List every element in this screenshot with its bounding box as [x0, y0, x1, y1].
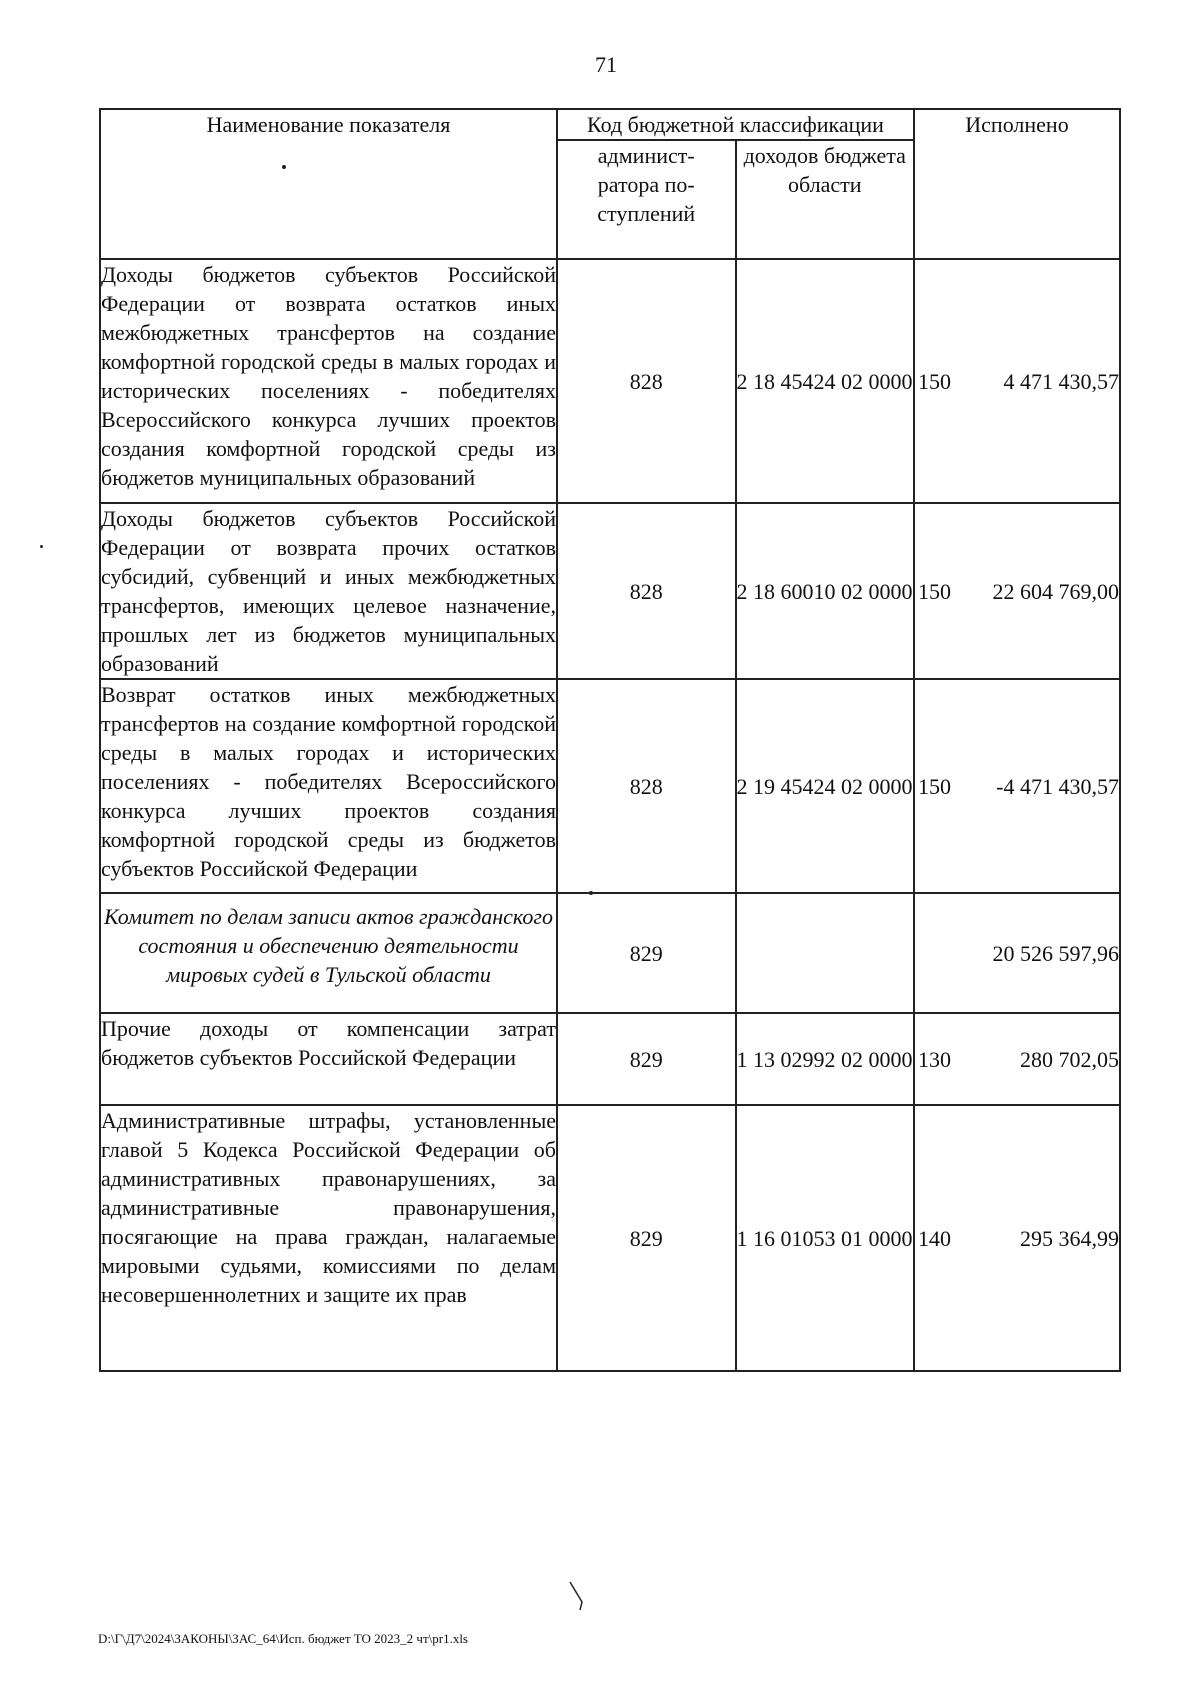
- header-administrator-line: ступлений: [597, 201, 696, 226]
- row-amount: 280 702,05: [914, 1013, 1120, 1105]
- row-admin-code: 829: [557, 893, 736, 1013]
- footer-file-path: D:\Г\Д7\2024\ЗАКОНЫ\ЗАС_64\Исп. бюджет ТО 2023_2 чт\pr1.xls: [98, 1631, 468, 1646]
- header-name: Наименование показателя: [100, 109, 557, 259]
- row-amount: 4 471 430,57: [914, 259, 1120, 503]
- row-name: Доходы бюджетов субъектов Российской Федерации от возврата прочих остатков субсидий, субвенций и иных межбюджетных трансфертов, имеющих целевое назначение, прошлых лет из бюджетов муниципальных образований: [100, 503, 557, 679]
- row-name-department: Комитет по делам записи актов гражданского состояния и обеспечению деятельности мировых судей в Тульской области: [100, 893, 557, 1013]
- row-income-code: 2 19 45424 02 0000 150: [736, 679, 915, 893]
- row-income-code: [736, 893, 915, 1013]
- scan-speck: [589, 891, 593, 895]
- row-name: Административные штрафы, установленные главой 5 Кодекса Российской Федерации об административных правонарушениях, за административные правонарушения, посягающие на права граждан, налагаемые мировыми судьями, комиссиями по делам несовершеннолетних и защите их прав: [100, 1105, 557, 1371]
- table-row-department: [100, 893, 1120, 1013]
- row-name: Возврат остатков иных межбюджетных трансфертов на создание комфортной городской среды в малых городах и исторических поселениях - победителях Всероссийского конкурса лучших проектов создания комфортной городской среды из бюджетов субъектов Российской Федерации: [100, 679, 557, 893]
- table-row: [100, 1105, 1120, 1371]
- header-executed: Исполнено: [914, 109, 1120, 259]
- scan-speck: [282, 165, 286, 169]
- header-income: [736, 140, 915, 259]
- row-income-code: 1 13 02992 02 0000 130: [736, 1013, 915, 1105]
- scan-speck: [40, 545, 43, 548]
- row-amount: 22 604 769,00: [914, 503, 1120, 679]
- table-row: [100, 259, 1120, 503]
- row-admin-code: 828: [557, 259, 736, 503]
- row-admin-code: 829: [557, 1105, 736, 1371]
- pen-tick-mark: [568, 1580, 590, 1612]
- row-admin-code: 828: [557, 503, 736, 679]
- header-administrator-line: админист-: [597, 143, 695, 168]
- row-amount: 20 526 597,96: [914, 893, 1120, 1013]
- header-administrator-line: ратора по-: [597, 172, 695, 197]
- row-amount: 295 364,99: [914, 1105, 1120, 1371]
- page-number: 71: [595, 52, 617, 77]
- table-row: [100, 679, 1120, 893]
- header-budget-code: Код бюджетной классификации: [557, 109, 914, 140]
- row-admin-code: 828: [557, 679, 736, 893]
- header-income-line: области: [787, 172, 862, 197]
- header-row: [100, 109, 1120, 140]
- budget-table: [99, 108, 1121, 1372]
- header-administrator: [557, 140, 736, 259]
- row-income-code: 2 18 60010 02 0000 150: [736, 503, 915, 679]
- row-name: Доходы бюджетов субъектов Российской Федерации от возврата остатков иных межбюджетных трансфертов на создание комфортной городской среды в малых городах и исторических поселениях - победителях Всероссийского конкурса лучших проектов создания комфортной городской среды из бюджетов муниципальных образований: [100, 259, 557, 503]
- row-amount: -4 471 430,57: [914, 679, 1120, 893]
- header-income-line: доходов бюджета: [743, 143, 906, 168]
- row-income-code: 2 18 45424 02 0000 150: [736, 259, 915, 503]
- row-name: Прочие доходы от компенсации затрат бюджетов субъектов Российской Федерации: [100, 1013, 557, 1105]
- table-row: [100, 1013, 1120, 1105]
- table-row: [100, 503, 1120, 679]
- row-admin-code: 829: [557, 1013, 736, 1105]
- row-income-code: 1 16 01053 01 0000 140: [736, 1105, 915, 1371]
